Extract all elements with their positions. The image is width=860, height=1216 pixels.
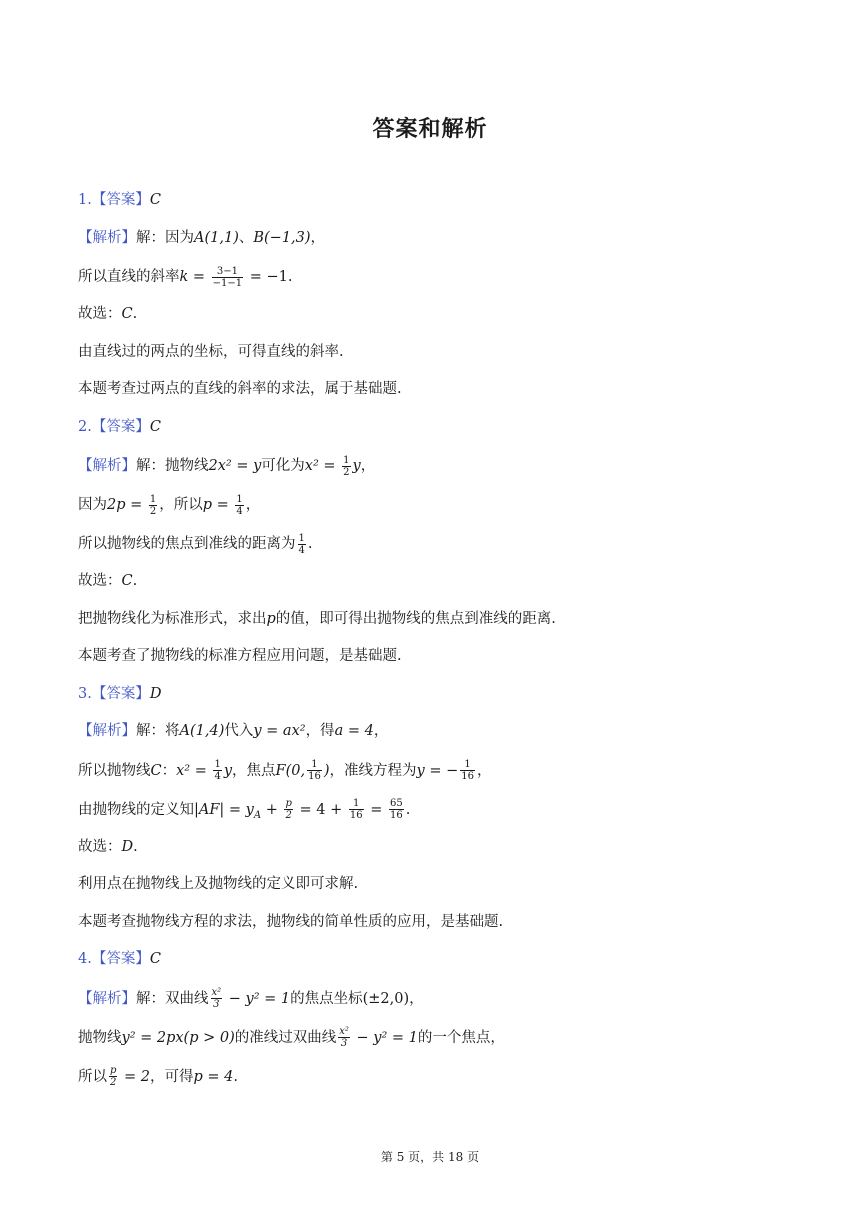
math: y (352, 458, 361, 474)
fraction (212, 266, 243, 289)
numerator: 1 (349, 798, 364, 810)
numerator: p (285, 798, 292, 809)
math: p = 4 (193, 1068, 234, 1085)
q3-analysis-5: 利用点在抛物线上及抛物线的定义即可求解. (78, 876, 359, 892)
fraction (149, 494, 157, 517)
text: ，焦点 (232, 762, 276, 779)
q1-analysis-2 (78, 263, 778, 291)
text: ，可得 (150, 1068, 194, 1085)
denominator: 16 (308, 771, 321, 782)
analysis-tag: 【解析】 (78, 458, 136, 474)
q3-analysis-6: 本题考查抛物线方程的求法，抛物线的简单性质的应用，是基础题. (78, 913, 504, 930)
denominator: 2 (343, 466, 350, 478)
math: x² = (176, 762, 212, 779)
math: + (261, 801, 283, 818)
text: ，所以 (159, 497, 203, 513)
fraction (298, 533, 306, 556)
text: 把抛物线化为标准形式，求出 (78, 610, 267, 627)
fraction (211, 987, 223, 1010)
q3-analysis-4 (78, 835, 778, 859)
fraction (342, 455, 350, 478)
q1-header (78, 188, 778, 212)
numerator: x² (211, 987, 222, 998)
numerator: 1 (149, 493, 157, 505)
text: 解：抛物线 (136, 458, 209, 474)
fraction (338, 1026, 350, 1049)
math: |AF| = y (194, 801, 254, 818)
math: D (121, 838, 134, 855)
text: 所以抛物线的焦点到准线的距离为 (78, 536, 296, 552)
numerator: 1 (343, 454, 350, 466)
text: . (307, 536, 313, 552)
text: 抛物线 (78, 1029, 122, 1046)
math: (±2,0) (362, 990, 410, 1007)
math: C (121, 573, 133, 589)
numerator: 1 (460, 759, 475, 771)
text: 代入 (224, 723, 254, 739)
numerator: p (110, 1065, 117, 1076)
q2-analysis-6: 本题考查了抛物线的标准方程应用问题，是基础题. (78, 648, 402, 664)
text: 故选： (78, 838, 122, 855)
math: = 2 (119, 1068, 150, 1085)
math: ) (323, 762, 330, 779)
math: − y² = 1 (224, 990, 291, 1007)
q4-analysis-1 (78, 985, 778, 1013)
text: 解：因为 (136, 229, 194, 246)
subscript: A (253, 809, 262, 821)
denominator: 16 (389, 810, 403, 821)
text: ， (310, 229, 326, 246)
q1-answer: C (149, 192, 161, 208)
text: ， (360, 458, 376, 474)
fraction (284, 798, 292, 821)
q1-analysis-1 (78, 226, 778, 250)
text: 、 (238, 229, 254, 246)
q1-analysis-3 (78, 302, 778, 326)
analysis-tag: 【解析】 (78, 990, 136, 1007)
math: A(1,1) (194, 229, 239, 246)
q2-analysis-4 (78, 569, 778, 593)
text: 所以 (78, 1068, 107, 1085)
answer-tag: 【答案】 (91, 418, 150, 435)
math: = 4 + (294, 801, 347, 818)
analysis-tag: 【解析】 (78, 723, 136, 739)
denominator: 3 (340, 1038, 348, 1049)
text: ，得 (305, 723, 335, 739)
fraction (109, 1065, 117, 1088)
text: . (132, 573, 138, 589)
q3-header (78, 682, 778, 706)
text: ， (409, 990, 424, 1007)
q1-analysis-4: 由直线过的两点的坐标，可得直线的斜率. (78, 343, 344, 360)
q2-answer: C (149, 418, 161, 435)
q3-answer: D (149, 685, 162, 702)
denominator: 4 (298, 544, 305, 556)
denominator: 2 (149, 505, 157, 517)
denominator: 4 (236, 505, 243, 517)
answer-tag: 【答案】 (91, 192, 150, 208)
math: 2x² = y (208, 458, 262, 474)
text: 的准线过双曲线 (234, 1029, 337, 1046)
numerator: 1 (298, 532, 305, 544)
fraction (460, 759, 475, 782)
text: ，准线方程为 (329, 762, 417, 779)
text: ， (373, 723, 389, 739)
text: . (405, 801, 411, 818)
math: A(1,4) (179, 723, 225, 739)
text: 因为 (78, 497, 107, 513)
numerator: x² (339, 1026, 349, 1037)
page-title: 答案和解析 (372, 117, 488, 142)
q4-header (78, 947, 778, 971)
q3-number: 3. (78, 685, 92, 702)
denominator: 16 (349, 810, 363, 821)
math: p = (202, 497, 234, 513)
fraction (213, 759, 221, 782)
math: y (223, 762, 233, 779)
text: . (287, 269, 293, 285)
math: k = (179, 269, 210, 285)
answer-tag: 【答案】 (91, 951, 150, 967)
answer-content (78, 188, 778, 1102)
math: a = 4 (334, 723, 374, 739)
q2-number: 2. (78, 418, 92, 435)
fraction (349, 798, 364, 821)
q4-number: 4. (78, 951, 92, 967)
numerator: 1 (307, 759, 322, 771)
math: − y² = 1 (351, 1029, 418, 1046)
text: . (133, 838, 138, 855)
math: = (365, 801, 387, 818)
denominator: 2 (285, 810, 292, 821)
fraction (235, 494, 243, 517)
q2-header (78, 415, 778, 439)
numerator: 3−1 (212, 266, 243, 278)
text: 故选： (78, 573, 122, 589)
math: = −1 (245, 269, 288, 285)
denominator: 4 (214, 771, 221, 782)
q4-answer: C (149, 951, 161, 967)
denominator: 3 (213, 999, 220, 1010)
q4-analysis-3 (78, 1063, 778, 1091)
math: x² = (304, 458, 341, 474)
math: y = ax² (253, 723, 306, 739)
text: 解：将 (136, 723, 180, 739)
denominator: 16 (461, 771, 474, 782)
q2-analysis-1 (78, 452, 778, 480)
answer-tag: 【答案】 (91, 685, 150, 702)
text: ， (245, 497, 261, 513)
text: 所以直线的斜率 (78, 269, 180, 285)
numerator: 65 (389, 798, 403, 809)
text: 解：双曲线 (136, 990, 209, 1007)
text: 可化为 (261, 458, 305, 474)
q2-analysis-2 (78, 491, 778, 519)
q2-analysis-3 (78, 530, 778, 558)
numerator: 1 (214, 759, 221, 770)
text: ， (476, 762, 492, 779)
math: y² = 2px(p > 0) (121, 1029, 235, 1046)
text: 的一个焦点， (417, 1029, 505, 1046)
denominator: 2 (110, 1077, 117, 1088)
analysis-tag: 【解析】 (78, 229, 136, 246)
text: ： (161, 762, 177, 779)
math: C (150, 762, 162, 779)
q3-analysis-3 (78, 796, 778, 824)
text: 故选： (78, 306, 122, 322)
q4-analysis-2 (78, 1024, 778, 1052)
q1-number: 1. (78, 192, 92, 208)
denominator: −1−1 (212, 277, 243, 289)
q1-analysis-5: 本题考查过两点的直线的斜率的求法，属于基础题. (78, 381, 402, 397)
math: C (121, 306, 133, 322)
text: 所以抛物线 (78, 762, 151, 779)
text: 由抛物线的定义知 (78, 801, 194, 818)
text: . (233, 1068, 238, 1085)
fraction (307, 759, 322, 782)
q3-analysis-1 (78, 719, 778, 743)
fraction (389, 798, 404, 821)
math: y = − (416, 762, 459, 779)
text: . (132, 306, 138, 322)
page-footer: 第 5 页，共 18 页 (380, 1150, 480, 1164)
math: p (266, 610, 276, 627)
math: 2p = (107, 497, 147, 513)
math: F(0, (275, 762, 306, 779)
text: 的值，即可得出抛物线的焦点到准线的距离. (275, 610, 556, 627)
q2-analysis-5 (78, 607, 778, 631)
math: B(−1,3) (253, 229, 311, 246)
text: 的焦点坐标 (290, 990, 363, 1007)
q3-analysis-2 (78, 757, 778, 785)
numerator: 1 (236, 493, 243, 505)
